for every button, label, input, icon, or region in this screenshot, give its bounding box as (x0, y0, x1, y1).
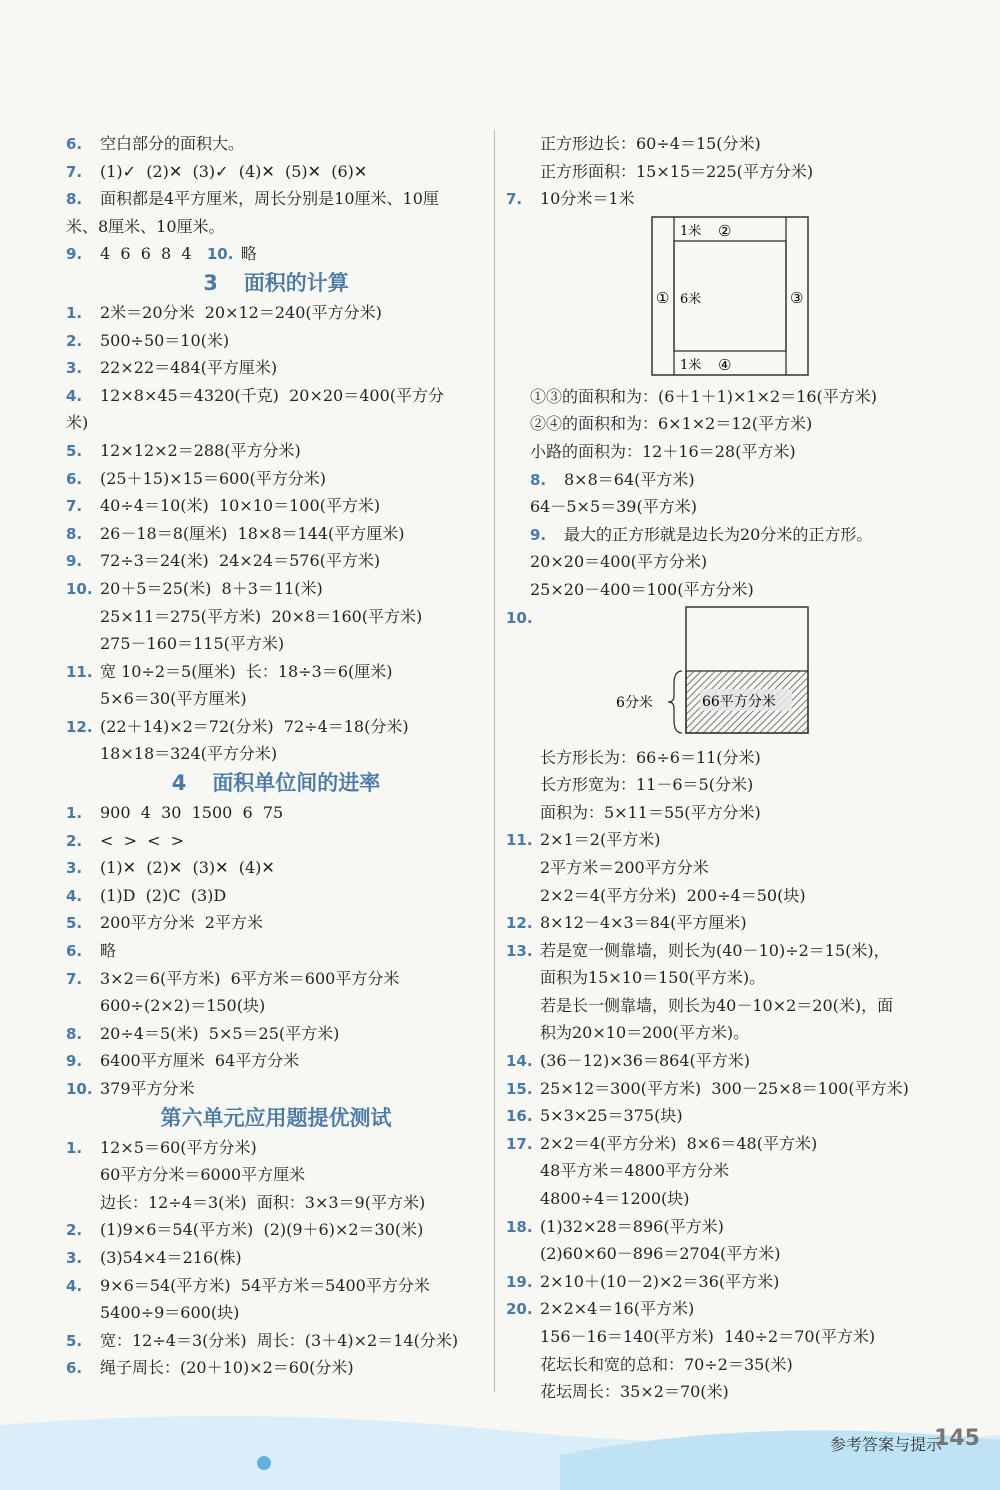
answer-line (506, 799, 926, 827)
answer-text: 正方形边长：60÷4＝15(分米) (540, 134, 761, 153)
answer-text: 6400平方厘米 64平方分米 (100, 1051, 300, 1071)
answer-text: 2×2×4＝16(平方米) (540, 1299, 695, 1319)
answer-text: 72÷3＝24(米) 24×24＝576(平方米) (100, 551, 381, 571)
answer-line (506, 826, 926, 854)
answer-line (506, 937, 926, 965)
answer-text: 花坛长和宽的总和：70÷2＝35(米) (540, 1354, 793, 1374)
answer-line (506, 576, 926, 604)
answer-line (66, 382, 486, 410)
answer-text: 小路的面积为：12＋16＝28(平方米) (530, 441, 796, 461)
column-divider (494, 130, 495, 1392)
question-number: 6. (66, 135, 83, 153)
answer-text: (3)54×4＝216(株) (100, 1247, 242, 1267)
answer-text: 8×8＝64(平方米) (564, 469, 695, 489)
answer-line (66, 1047, 486, 1075)
answer-text: 2×1＝2(平方米) (540, 830, 661, 850)
answer-line (66, 185, 486, 213)
question-number: 2. (66, 1221, 83, 1240)
answer-text: 12×12×2＝288(平方分米) (100, 440, 301, 460)
answer-text: 2米＝20分米 20×12＝240(平方分米) (100, 302, 382, 322)
question-number: 5. (66, 1331, 83, 1350)
section-title (66, 268, 486, 299)
answer-line (66, 827, 486, 855)
answer-line (506, 493, 926, 521)
answer-text: 40÷4＝10(米) 10×10＝100(平方米) (100, 496, 381, 516)
question-number: 2. (66, 831, 83, 850)
question-number: 10. (66, 579, 93, 598)
section-title (66, 768, 486, 799)
answer-text: 156－16＝140(平方米) 140÷2＝70(平方米) (540, 1327, 876, 1346)
section-title (66, 1103, 486, 1134)
answer-line (66, 1134, 486, 1162)
answer-text: 3×2＝6(平方米) 6平方米＝600平方分米 (100, 968, 400, 988)
answer-line (506, 438, 926, 466)
question-number: 4. (66, 386, 83, 405)
footer-label: 参考答案与提示 (829, 1435, 942, 1454)
region-3-label: ③ (790, 288, 804, 307)
answer-line (66, 854, 486, 882)
question-number: 10. (506, 608, 533, 627)
region-1-label: ① (656, 288, 670, 307)
answer-text: 正方形面积：15×15＝225(平方分米) (540, 161, 814, 181)
answer-text: (1)✓ (2)✕ (3)✓ (4)✕ (5)✕ (6)✕ (100, 161, 368, 181)
answer-line (66, 130, 486, 158)
question-number: 7. (66, 162, 83, 181)
bottom-width-label: 1米 (680, 357, 702, 373)
answer-line (66, 1161, 486, 1189)
rectangle-diagram (506, 604, 926, 744)
answer-text: 4800÷4＝1200(块) (540, 1189, 690, 1209)
answer-line (66, 437, 486, 465)
answer-line (506, 410, 926, 438)
answer-line (66, 1189, 486, 1217)
answer-text: 379平方分米 (100, 1079, 195, 1098)
answer-line (66, 409, 486, 437)
right-block-b (506, 383, 926, 604)
question-number: 5. (66, 441, 83, 460)
question-number: 3. (66, 359, 83, 378)
answer-line (66, 1354, 486, 1382)
answer-line (66, 520, 486, 548)
answer-line (506, 1213, 926, 1241)
answer-line (66, 658, 486, 686)
answer-text: 米) (66, 413, 89, 433)
answer-text: 20÷4＝5(米) 5×5＝25(平方米) (100, 1023, 340, 1043)
answer-line (506, 1102, 926, 1130)
answer-line (506, 1268, 926, 1296)
answer-text: 米、8厘米、10厘米。 (66, 216, 225, 236)
section-title-text: 第六单元应用题提优测试 (160, 1105, 392, 1130)
answer-text: 花坛周长：35×2＝70(米) (540, 1382, 729, 1402)
answer-text: 5×6＝30(平方厘米) (100, 689, 247, 709)
answer-text: 略 (240, 244, 257, 264)
question-number: 9. (66, 245, 83, 264)
question-number: 4. (66, 1276, 83, 1295)
answer-text: 12×8×45＝4320(千克) 20×20＝400(平方分 (100, 385, 444, 405)
question-number: 4. (66, 886, 83, 905)
answer-text: 长方形宽为：11－6＝5(分米) (540, 775, 754, 795)
answer-text: (1)9×6＝54(平方米) (2)(9＋6)×2＝30(米) (100, 1220, 424, 1240)
answer-line (506, 771, 926, 799)
section-number: 4 (171, 771, 187, 796)
question-number: 10. (66, 1080, 93, 1098)
footer-dot (257, 1456, 271, 1470)
side-label: 6分米 (616, 694, 653, 711)
question-number: 1. (66, 303, 83, 322)
answer-text: 25×11＝275(平方米) 20×8＝160(平方米) (100, 606, 423, 626)
answer-text: (22＋14)×2＝72(分米) 72÷4＝18(分米) (100, 716, 409, 736)
answer-line (506, 1075, 926, 1103)
answer-text: (2)60×60－896＝2704(平方米) (540, 1244, 781, 1264)
answer-text: 12×5＝60(平方分米) (100, 1137, 257, 1157)
question-number: 19. (506, 1272, 533, 1291)
answer-text: 500÷50＝10(米) (100, 330, 230, 350)
answer-line (506, 1185, 926, 1213)
answer-line (66, 1327, 486, 1355)
question-number: 7. (66, 497, 83, 516)
region-2-label: ② (718, 221, 732, 240)
answer-line (66, 575, 486, 603)
section-number: 3 (203, 270, 218, 295)
answer-line (506, 992, 926, 1020)
answer-line (506, 854, 926, 882)
right-column (506, 130, 926, 1406)
answer-line (66, 327, 486, 355)
answer-text: 200平方分米 2平方米 (100, 913, 263, 933)
answer-line (66, 240, 486, 268)
answer-text: 22×22＝484(平方厘米) (100, 358, 278, 378)
answer-text: (36－12)×36＝864(平方米) (540, 1051, 750, 1071)
brace-icon (668, 671, 682, 733)
question-number: 3. (66, 859, 83, 878)
answer-text: 25×12＝300(平方米) 300－25×8＝100(平方米) (540, 1078, 909, 1098)
answer-line (66, 213, 486, 241)
answer-text: 积为20×10＝200(平方米)。 (540, 1023, 750, 1043)
answer-text: 宽：12÷4＝3(分米) 周长：(3＋4)×2＝14(分米) (100, 1330, 459, 1350)
answer-line (506, 1295, 926, 1323)
question-number: 9. (530, 525, 547, 544)
question-number: 8. (530, 470, 547, 489)
region-4-label: ④ (718, 355, 732, 374)
answer-line (506, 1323, 926, 1351)
answer-line (66, 965, 486, 993)
answer-line (66, 882, 486, 910)
right-block-c (506, 744, 926, 1406)
answer-line (506, 1130, 926, 1158)
answer-line (66, 937, 486, 965)
answer-text: 面积都是4平方厘米，周长分别是10厘米、10厘 (100, 189, 439, 209)
answer-line (66, 909, 486, 937)
question-number: 6. (66, 1359, 83, 1378)
question-number: 16. (506, 1107, 533, 1126)
answer-text: 2×2＝4(平方分米) 200÷4＝50(块) (540, 885, 806, 905)
answer-text: 略 (100, 941, 117, 961)
answer-text: 48平方米＝4800平方分米 (540, 1161, 730, 1181)
answer-line (66, 713, 486, 741)
answer-text: 若是长一侧靠墙，则长为40－10×2＝20(米)，面 (540, 995, 894, 1015)
top-width-label: 1米 (680, 223, 702, 239)
answer-line (506, 466, 926, 494)
answer-text: 绳子周长：(20＋10)×2＝60(分米) (100, 1358, 354, 1378)
question-number: 6. (66, 942, 83, 961)
answer-text: 最大的正方形就是边长为20分米的正方形。 (564, 524, 873, 544)
answer-text: (1)✕ (2)✕ (3)✕ (4)✕ (100, 858, 275, 878)
answer-text: 面积为15×10＝150(平方米)。 (540, 968, 766, 988)
answer-line (506, 1047, 926, 1075)
question-number: 6. (66, 469, 83, 488)
question-number: 20. (506, 1300, 533, 1319)
answer-text: 边长：12÷4＝3(米) 面积：3×3＝9(平方米) (100, 1192, 426, 1212)
question-number: 11. (66, 662, 93, 681)
answer-line (506, 964, 926, 992)
question-number: 8. (66, 190, 83, 209)
answer-line (506, 1351, 926, 1379)
answer-text: (25＋15)×15＝600(平方分米) (100, 468, 326, 488)
answer-line (66, 740, 486, 768)
answer-line (66, 685, 486, 713)
answer-text: 25×20－400＝100(平方分米) (530, 579, 754, 599)
question-number: 2. (66, 331, 83, 350)
answer-line (66, 1244, 486, 1272)
answer-text: ①③的面积和为：(6＋1＋1)×1×2＝16(平方米) (530, 386, 878, 406)
answer-text: 长方形长为：66÷6＝11(分米) (540, 747, 761, 767)
answer-text: 宽 10÷2＝5(厘米) 长：18÷3＝6(厘米) (100, 661, 393, 681)
answer-text: 5×3×25＝375(块) (540, 1106, 683, 1126)
answer-line (506, 744, 926, 772)
question-number: 9. (66, 1052, 83, 1071)
question-number: 12. (66, 717, 93, 736)
question-number: 13. (506, 941, 533, 960)
question-number: 18. (506, 1217, 533, 1236)
answer-text: ②④的面积和为：6×1×2＝12(平方米) (530, 414, 813, 434)
question-number: 3. (66, 1248, 83, 1267)
answer-text: 8×12－4×3＝84(平方厘米) (540, 913, 747, 933)
answer-line (66, 354, 486, 382)
answer-text: 900 4 30 1500 6 75 (100, 803, 284, 823)
answer-line (66, 547, 486, 575)
answer-text: 64－5×5＝39(平方米) (530, 497, 697, 517)
answer-text: < > < > (100, 830, 185, 850)
answer-line (506, 909, 926, 937)
question-number: 11. (506, 831, 533, 850)
left-column (66, 130, 486, 1382)
answer-text: 600÷(2×2)＝150(块) (100, 996, 266, 1016)
answer-text: 空白部分的面积大。 (100, 134, 245, 153)
answer-line (66, 1020, 486, 1048)
side-length-label: 6米 (680, 291, 702, 307)
answer-text: 275－160＝115(平方米) (100, 634, 285, 654)
question-number: 14. (506, 1052, 533, 1071)
answer-line (506, 1240, 926, 1268)
answer-line (66, 603, 486, 631)
answer-line (66, 1299, 486, 1327)
page-number: 145 (934, 1426, 980, 1451)
answer-line (66, 630, 486, 658)
figure-q10 (506, 604, 926, 744)
answer-text: 4 6 6 8 4 (100, 244, 207, 264)
answer-line (506, 882, 926, 910)
answer-text: 5400÷9＝600(块) (100, 1303, 240, 1323)
answer-text: 18×18＝324(平方分米) (100, 744, 278, 764)
question-number: 15. (506, 1079, 533, 1098)
answer-text: 60平方分米＝6000平方厘米 (100, 1165, 306, 1185)
question-number: 7. (506, 190, 523, 209)
question-number: 17. (506, 1134, 533, 1153)
answer-line (66, 799, 486, 827)
answer-line (66, 992, 486, 1020)
answer-text: 2×10＋(10－2)×2＝36(平方米) (540, 1271, 780, 1291)
answer-line (506, 158, 926, 186)
section-title-text: 面积的计算 (243, 270, 349, 295)
answer-line (66, 1075, 486, 1103)
answer-line (66, 299, 486, 327)
answer-line (506, 130, 926, 158)
question-number: 9. (66, 552, 83, 571)
question-number: 1. (66, 804, 83, 823)
question-number: 8. (66, 524, 83, 543)
answer-line (506, 521, 926, 549)
section-title-text: 面积单位间的进率 (212, 771, 381, 796)
answer-line (66, 158, 486, 186)
answer-text: 9×6＝54(平方米) 54平方米＝5400平方分米 (100, 1275, 430, 1295)
answer-text: (1)32×28＝896(平方米) (540, 1216, 724, 1236)
answer-text: 10分米＝1米 (540, 189, 635, 209)
answer-line (66, 465, 486, 493)
question-number: 10. (206, 245, 234, 264)
question-number: 7. (66, 969, 83, 988)
answer-line (506, 548, 926, 576)
question-number: 1. (66, 1138, 83, 1157)
answer-text: 20×20＝400(平方分米) (530, 552, 708, 572)
figure-q7 (506, 213, 926, 383)
question-number: 12. (506, 914, 533, 933)
answer-line (506, 1157, 926, 1185)
answer-text: 20＋5＝25(米) 8＋3＝11(米) (100, 578, 323, 598)
answer-text: 26－18＝8(厘米) 18×8＝144(平方厘米) (100, 523, 405, 543)
answer-line (506, 185, 926, 213)
path-diagram (506, 213, 926, 383)
answer-line (66, 492, 486, 520)
area-label: 66平方分米 (702, 693, 776, 710)
answer-text: 2×2＝4(平方分米) 8×6＝48(平方米) (540, 1133, 818, 1153)
question-number: 8. (66, 1024, 83, 1043)
answer-line (506, 383, 926, 411)
question-number: 5. (66, 914, 83, 933)
answer-text: 2平方米＝200平方分米 (540, 857, 709, 877)
answer-text: 面积为：5×11＝55(平方分米) (540, 802, 761, 822)
right-block-a (506, 130, 926, 213)
answer-line (506, 1019, 926, 1047)
answer-line (66, 1216, 486, 1244)
answer-text: 若是宽一侧靠墙，则长为(40－10)÷2＝15(米)， (540, 940, 890, 960)
answer-line (66, 1272, 486, 1300)
answer-text: (1)D (2)C (3)D (100, 885, 227, 905)
